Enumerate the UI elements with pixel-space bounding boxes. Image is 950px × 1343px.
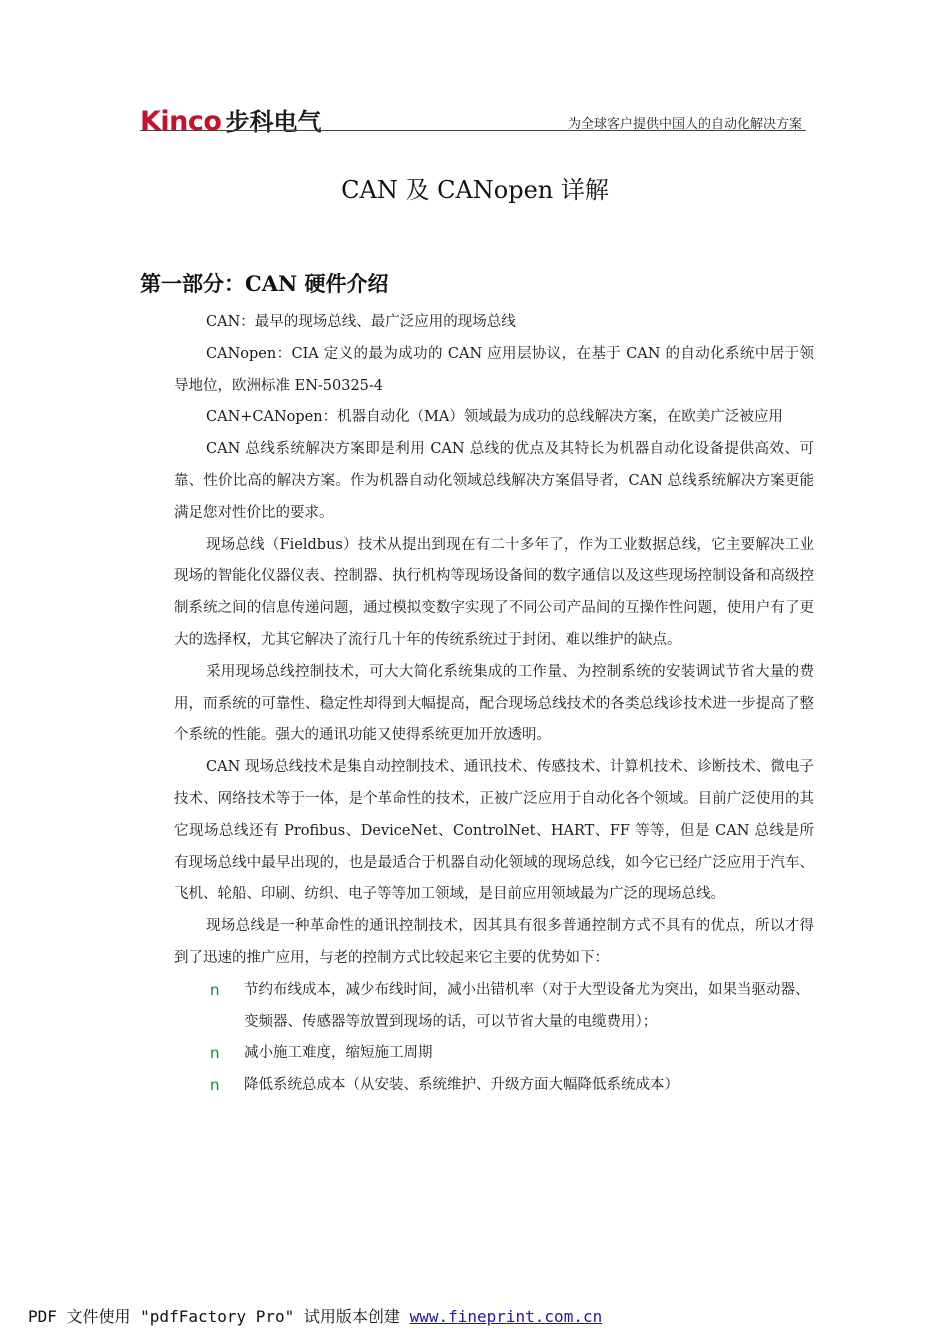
list-item xyxy=(174,975,814,1039)
paragraph: 现场总线（Fieldbus）技术从提出到现在有二十多年了，作为工业数据总线，它主要解决工业现场的智能化仪器仪表、控制器、执行机构等现场设备间的数字通信以及这些现场控制设备和高级控制系统之间的信息传递问题，通过模拟变数字实现了不同公司产品间的互操作性问题，使用户有了更大的选择权，尤其它解决了流行几十年的传统系统过于封闭、难以维护的缺点。 xyxy=(174,536,814,648)
list-item-text: 减小施工难度，缩短施工周期 xyxy=(244,1045,433,1062)
paragraph: CAN 总线系统解决方案即是利用 CAN 总线的优点及其特长为机器自动化设备提供高效、可靠、性价比高的解决方案。作为机器自动化领域总线解决方案倡导者，CAN 总线系统解决方案更能满足您对性价比的要求。 xyxy=(174,441,814,521)
paragraph: CANopen：CIA 定义的最为成功的 CAN 应用层协议，在基于 CAN 的自动化系统中居于领导地位，欧洲标准 EN-50325-4 xyxy=(174,345,814,394)
bullet-icon: n xyxy=(210,1044,220,1063)
pdf-footer xyxy=(28,1304,602,1327)
header-slogan: 为全球客户提供中国人的自动化解决方案 xyxy=(567,117,802,132)
list-item-text: 降低系统总成本（从安装、系统维护、升级方面大幅降低系统成本） xyxy=(244,1077,679,1094)
bullet-icon: n xyxy=(210,1076,220,1095)
logo-text-en: Kinco xyxy=(140,106,222,137)
paragraph: 现场总线是一种革命性的通讯控制技术，因其具有很多普通控制方式不具有的优点，所以才得到了迅速的推广应用，与老的控制方式比较起来它主要的优势如下： xyxy=(174,918,814,966)
paragraph: CAN 现场总线技术是集自动控制技术、通讯技术、传感技术、计算机技术、诊断技术、微电子技术、网络技术等于一体，是个革命性的技术，正被广泛应用于自动化各个领域。目前广泛使用的其它现场总线还有 Profibus、DeviceNet、ControlNet、HART、FF 等等，但是 CAN 总线是所有现场总线中最早出现的，也是最适合于机器自动化领域的现场总线，如今它已经广泛应用于汽车、飞机、轮船、印刷、纺织、电子等等加工领域，是目前应用领域最为广泛的现场总线。 xyxy=(174,759,814,903)
logo-text-cn: 步科电气 xyxy=(225,108,322,136)
footer-link[interactable]: www.fineprint.com.cn xyxy=(409,1307,603,1326)
kinco-logo xyxy=(140,102,322,137)
list-item xyxy=(174,1070,814,1102)
advantages-list xyxy=(174,975,814,1102)
document-title: CAN 及 CANopen 详解 xyxy=(341,176,609,204)
section-heading: 第一部分：CAN 硬件介绍 xyxy=(140,271,389,296)
document-body xyxy=(174,307,814,1102)
paragraph: CAN+CANopen：机器自动化（MA）领域最为成功的总线解决方案，在欧美广泛被应用 xyxy=(206,409,783,426)
paragraph: 采用现场总线控制技术，可大大简化系统集成的工作量、为控制系统的安装调试节省大量的费用，而系统的可靠性、稳定性却得到大幅提高，配合现场总线技术的各类总线诊技术进一步提高了整个系统的性能。强大的通讯功能又使得系统更加开放透明。 xyxy=(174,663,814,744)
paragraph: CAN：最早的现场总线、最广泛应用的现场总线 xyxy=(206,314,516,330)
list-item-text: 节约布线成本，减少布线时间，减小出错机率（对于大型设备尤为突出，如果当驱动器、变频器、传感器等放置到现场的话，可以节省大量的电缆费用）； xyxy=(244,981,810,1030)
footer-text: PDF 文件使用 "pdfFactory Pro" 试用版本创建 xyxy=(28,1307,410,1326)
list-item xyxy=(174,1038,814,1070)
bullet-icon: n xyxy=(210,980,220,999)
page-header xyxy=(140,100,806,137)
header-divider xyxy=(140,130,806,131)
